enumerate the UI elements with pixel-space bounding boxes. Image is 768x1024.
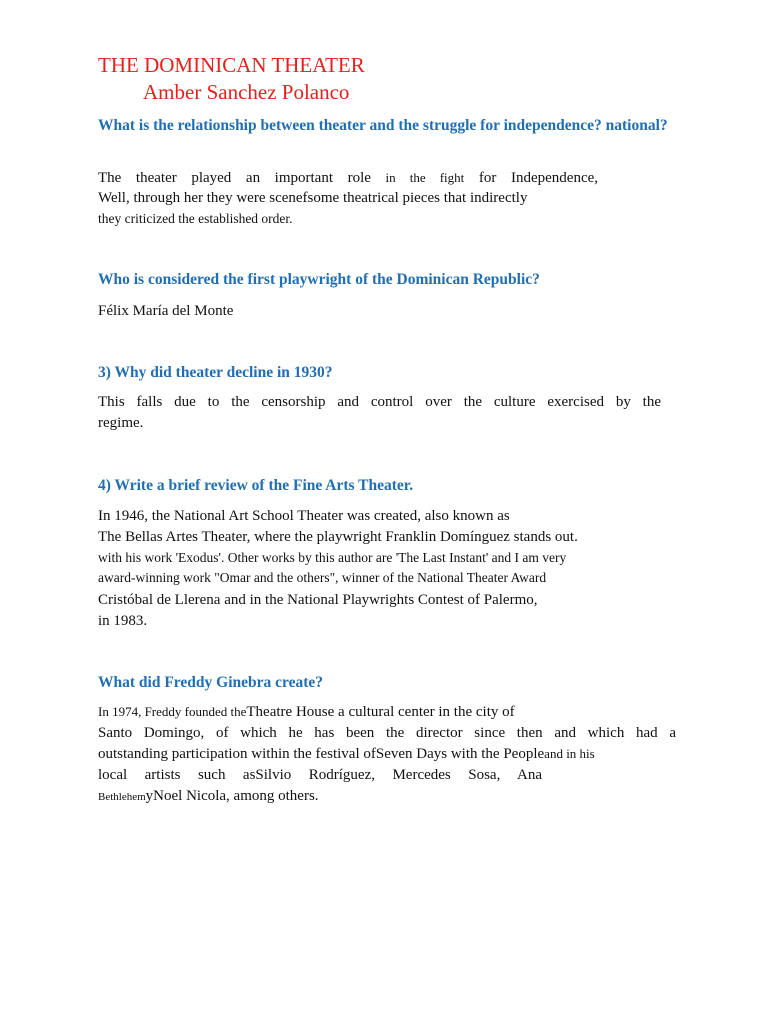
- answer-5-line-5-part-c: Noel Nicola, among others.: [153, 788, 319, 804]
- answer-4-line-3: with his work 'Exodus'. Other works by this author are 'The Last Instant' and I am very: [98, 550, 567, 565]
- answer-1-line-3: they criticized the established order.: [98, 211, 293, 226]
- answer-5-line-3-part-a: outstanding participation within the festival of: [98, 746, 376, 762]
- answer-5-line-2: Santo Domingo, of which he has been the director since then and which had a: [98, 725, 676, 741]
- question-3: 3) Why did theater decline in 1930?: [98, 364, 333, 381]
- answer-4-line-2: The Bellas Artes Theater, where the playwright Franklin Domínguez stands out.: [98, 529, 578, 545]
- question-4: 4) Write a brief review of the Fine Arts Theater.: [98, 477, 414, 494]
- answer-5-line-5: [98, 786, 319, 807]
- answer-5-line-5-part-a: Bethlehem: [98, 791, 146, 803]
- answer-3-line-2: regime.: [98, 415, 144, 431]
- answer-5-line-5-part-b: y: [145, 788, 154, 804]
- answer-5-line-4: [98, 765, 542, 785]
- document-title: THE DOMINICAN THEATER: [98, 53, 365, 77]
- answer-5-line-1-part-c: a cultural center in the city of: [338, 704, 515, 720]
- question-5: What did Freddy Ginebra create?: [98, 674, 324, 691]
- answer-5-line-1-part-b: Theatre House: [246, 704, 335, 720]
- answer-3-line-1: This falls due to the censorship and control over the culture exercised by the: [98, 394, 661, 410]
- answer-1-line-2: Well, through her they were scenefsome theatrical pieces that indirectly: [98, 190, 528, 206]
- answer-1-line-1: [98, 168, 598, 188]
- answer-5-line-1: [98, 702, 515, 722]
- answer-1-line-1-part-c: for Independence,: [464, 170, 599, 186]
- answer-5-line-4-part-a: local artists such as: [98, 767, 256, 783]
- answer-5-line-4-part-b: Silvio Rodríguez, Mercedes Sosa, Ana: [255, 767, 542, 783]
- answer-4-line-5: Cristóbal de Llerena and in the National Playwrights Contest of Palermo,: [98, 592, 538, 608]
- answer-4-line-6: in 1983.: [98, 613, 148, 629]
- answer-4-line-4: award-winning work "Omar and the others", winner of the National Theater Award: [98, 570, 547, 585]
- answer-5-line-3-part-b: Seven Days with the People: [375, 746, 545, 762]
- answer-2-line-1: Félix María del Monte: [98, 303, 234, 319]
- question-1: What is the relationship between theater and the struggle for independence? national?: [98, 117, 668, 134]
- question-2: Who is considered the first playwright of the Dominican Republic?: [98, 271, 540, 288]
- answer-1-line-1-part-a: The theater played an important role: [98, 170, 371, 186]
- document-author: Amber Sanchez Polanco: [143, 80, 350, 104]
- answer-5-line-3: [98, 744, 595, 764]
- answer-4-line-1: In 1946, the National Art School Theater was created, also known as: [98, 508, 510, 524]
- answer-5-line-1-part-a: In 1974, Freddy founded the: [98, 704, 247, 719]
- answer-5-line-3-part-c: and in his: [544, 746, 595, 761]
- answer-1-line-1-part-b: in the fight: [385, 170, 465, 185]
